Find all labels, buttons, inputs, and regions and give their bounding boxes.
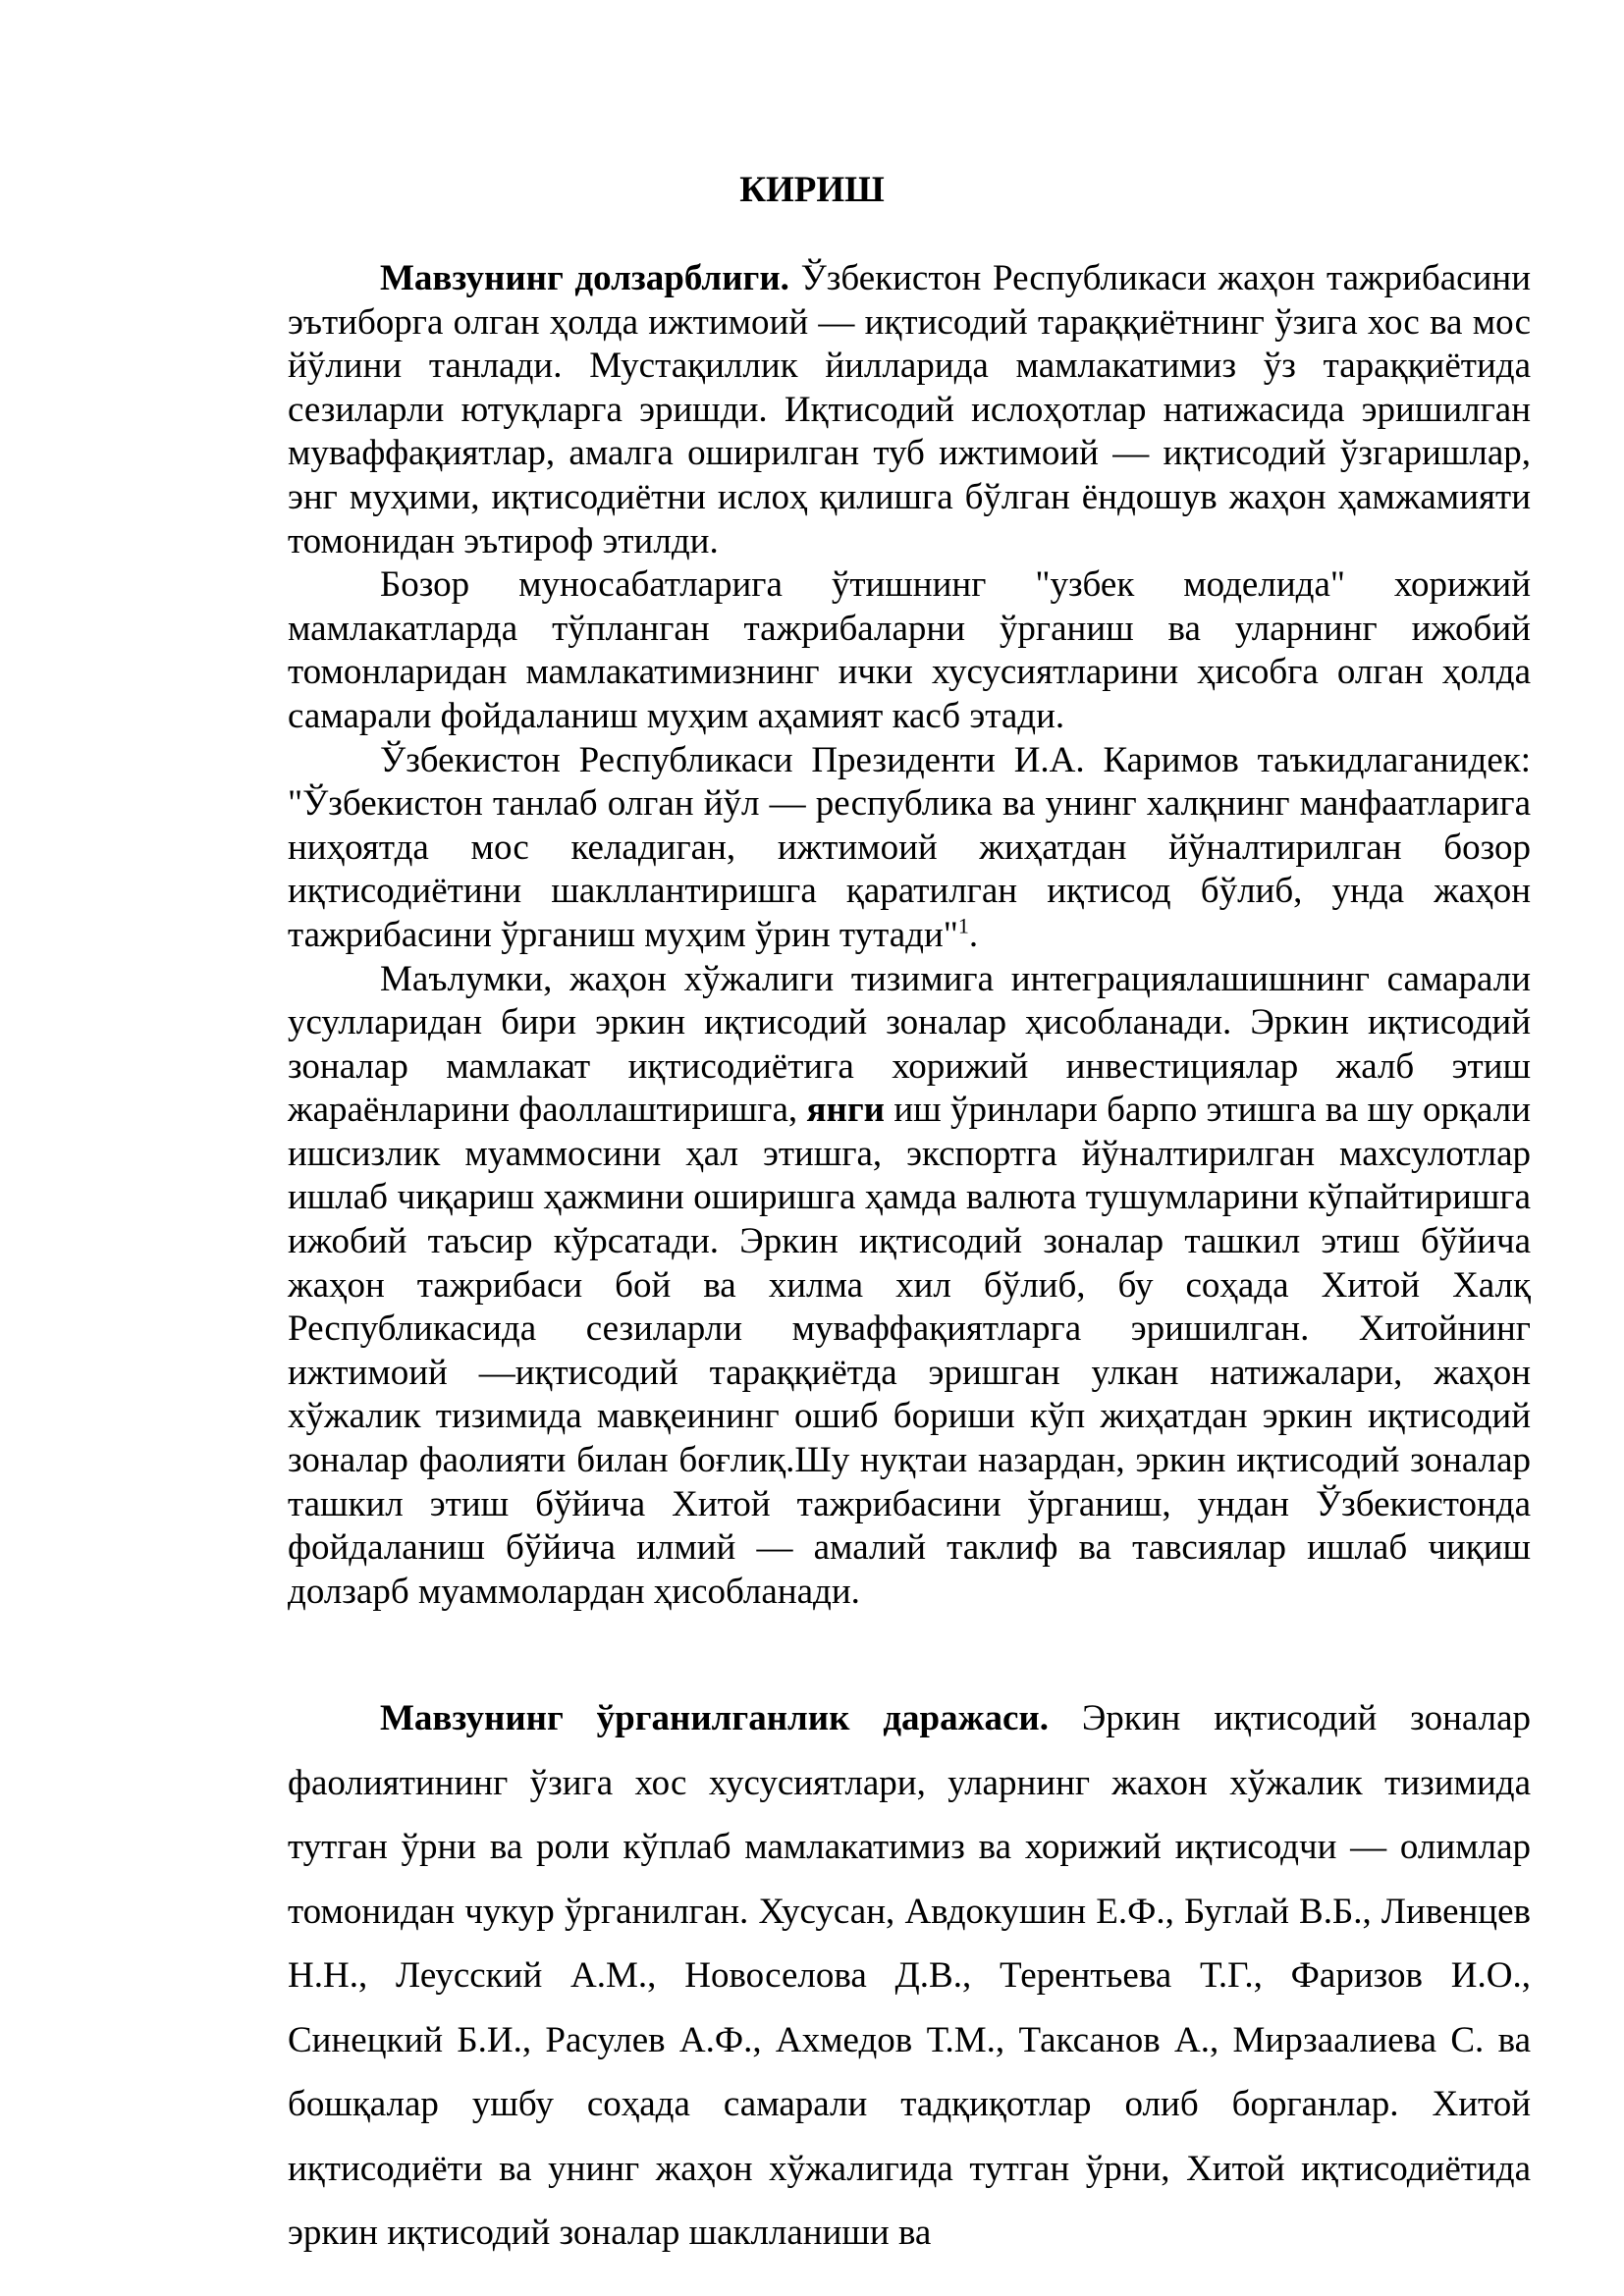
free-zones-text-before: Маълумки, жаҳон хўжалиги тизимига интеграциялашишнинг самарали усулларидан бири эркин иқтисодий зоналар ҳисобланади. Эркин иқтисодий зоналар мамлакат иқтисодиётига хорижий инвестициялар жалб этиш жараёнларини фаоллаштиришга, bbox=[288, 958, 1531, 1131]
research-degree-section bbox=[288, 1686, 1531, 2266]
free-zones-text-after: иш ўринлари барпо этишга ва шу орқали ишсизлик муаммосини ҳал этишга, экспортга йўналтирилган махсулотлар ишлаб чиқариш ҳажмини оширишга ҳамда валюта тушумларини кўпайтиришга ижобий таъсир кўрсатади. Эркин иқтисодий зоналар ташкил этиш бўйича жаҳон тажрибаси бой ва хилма хил бўлиб, бу соҳада Хитой Халқ Республикасида сезиларли муваффақиятларга эришилган. Хитойнинг ижтимоий —иқтисодий тараққиётда эришган улкан натижалари, жаҳон хўжалик тизимида мавқеининг ошиб бориши кўп жиҳатдан эркин иқтисодий зоналар фаолияти билан боғлиқ.Шу нуқтаи назардан, эркин иқтисодий зоналар ташкил этиш бўйича Хитой тажрибасини ўрганиш, ундан Ўзбекистонда фойдаланиш бўйича илмий — амалий таклиф ва тавсиялар ишлаб чиқиш долзарб муаммолардан ҳисобланади. bbox=[288, 1090, 1532, 1612]
paragraph-research-degree bbox=[288, 1686, 1531, 2266]
paragraph-president-quote bbox=[288, 739, 1531, 958]
relevance-heading: Мавзунинг долзарблиги. bbox=[380, 258, 789, 298]
free-zones-bold-word: янги bbox=[806, 1090, 885, 1131]
paragraph-free-zones bbox=[288, 958, 1531, 1615]
research-degree-text: Эркин иқтисодий зоналар фаолиятининг ўзига хос хусусиятлари, уларнинг жахон хўжалик тизимида тутган ўрни ва роли кўплаб мамлакатимиз ва хорижий иқтисодчи — олимлар томонидан чукур ўрганилган. Хусусан, Авдокушин Е.Ф., Буглай В.Б., Ливенцев Н.Н., Леусский А.М., Новоселова Д.В., Терентьева Т.Г., Фаризов И.О., Синецкий Б.И., Расулев А.Ф., Ахмедов Т.М., Таксанов А., Мирзаалиева С. ва бошқалар ушбу соҳада самарали тадқиқотлар олиб борганлар. Хитой иқтисодиёти ва унинг жаҳон хўжалигида тутган ўрни, Хитой иқтисодиётида эркин иқтисодий зоналар шаклланиши ва bbox=[288, 1698, 1532, 2253]
page-title: КИРИШ bbox=[739, 170, 885, 210]
footnote-marker: 1 bbox=[957, 913, 969, 938]
research-degree-heading: Мавзунинг ўрганилганлик даражаси. bbox=[380, 1698, 1049, 1738]
relevance-text: Ўзбекистон Республикаси жаҳон тажрибасини эътиборга олган ҳолда ижтимоий — иқтисодий тараққиётнинг ўзига хос ва мос йўлини танлади. Мустақиллик йилларида мамлакатимиз ўз тараққиётида сезиларли ютуқларга эришди. Иқтисодий ислоҳотлар натижасида эришилган муваффақиятлар, амалга оширилган туб ижтимоий — иқтисодий ўзгаришлар, энг муҳими, иқтисодиётни ислоҳ қилишга бўлган ёндошув жаҳон ҳамжамияти томонидан эътироф этилди. bbox=[288, 258, 1531, 561]
paragraph-relevance bbox=[288, 257, 1531, 563]
relevance-section bbox=[288, 257, 1531, 1614]
paragraph-market-model: Бозор муносабатларига ўтишнинг "узбек моделида" хорижий мамлакатларда тўпланган тажрибаларни ўрганиш ва уларнинг ижобий томонларидан мамлакатимизнинг ички хусусиятларини ҳисобга олган ҳолда самарали фойдаланиш муҳим аҳамият касб этади. bbox=[288, 564, 1531, 736]
quote-end: . bbox=[968, 914, 979, 955]
quote-text: Ўзбекистон Республикаси Президенти И.А. Каримов таъкидлаганидек: "Ўзбекистон танлаб олган йўл — республика ва унинг халқнинг манфаатларига ниҳоятда мос келадиган, ижтимоий жиҳатдан йўналтирилган бозор иқтисодиётини шакллантиришга қаратилган иқтисод бўлиб, унда жаҳон тажрибасини ўрганиш муҳим ўрин тутади" bbox=[288, 739, 1531, 955]
